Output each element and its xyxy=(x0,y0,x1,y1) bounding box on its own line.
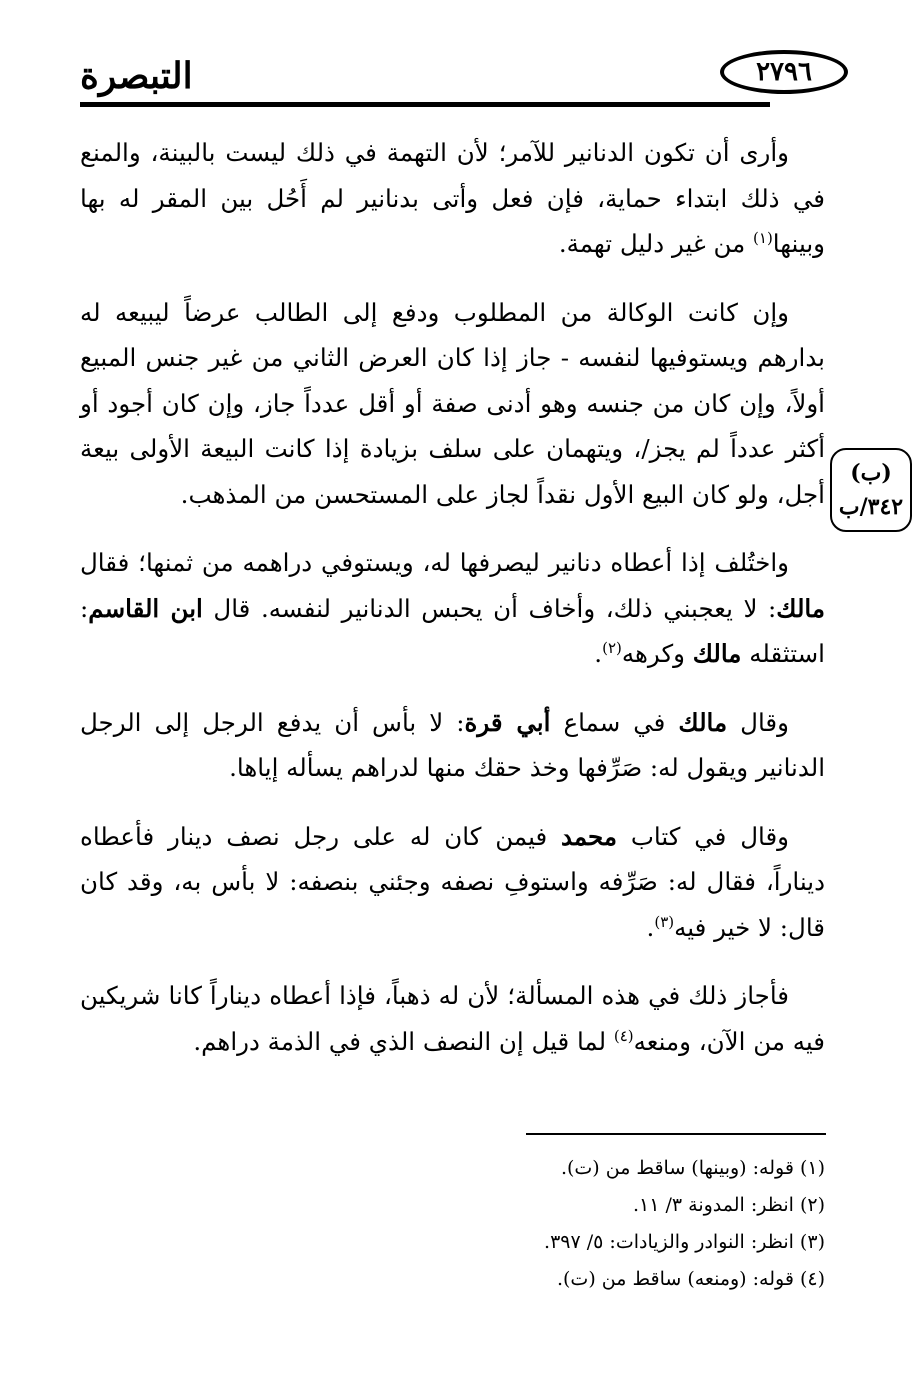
paragraph-text: من غير دليل تهمة. xyxy=(558,229,754,258)
paragraph-text: فأجاز ذلك في هذه المسألة؛ لأن له ذهباً، فإذا أعطاه ديناراً كانا شريكين فيه من الآن، ومنعه xyxy=(80,981,825,1056)
footnote-ref: (٢) xyxy=(602,639,622,657)
footnote-ref: (١) xyxy=(753,229,773,247)
paragraph-text: : لا بأس أن يدفع الرجل إلى الرجل الدنانير ويقول له: صَرِّفها وخذ حقك منها لدراهم يسأله إياها. xyxy=(80,707,825,782)
scholar-name: محمد xyxy=(561,821,617,851)
scholar-name: ابن القاسم xyxy=(88,593,203,623)
paragraph-text: في سماع xyxy=(550,707,679,737)
footnote-ref: (٤) xyxy=(613,1026,634,1045)
footnote: (٤) قوله: (ومنعه) ساقط من (ت). xyxy=(556,1268,825,1290)
footnote-separator xyxy=(526,1133,826,1135)
paragraph-text: وقال في كتاب xyxy=(616,821,790,851)
paragraph xyxy=(80,814,825,951)
folio-number: ٣٤٢/ب xyxy=(838,494,904,520)
scholar-name: مالك xyxy=(692,639,742,668)
scholar-name: مالك xyxy=(776,593,825,623)
page-number: ٢٧٩٦ xyxy=(720,50,848,94)
paragraph-text: فيمن كان له على رجل نصف دينار فأعطاه ديناراً، فقال له: صَرِّفه واستوفِ نصفه وجئني بنصفه: لا بأس به، وقد كان قال: لا خير فيه xyxy=(80,821,825,942)
main-text xyxy=(80,130,825,1087)
header-rule xyxy=(80,102,770,107)
footnotes xyxy=(80,1150,825,1298)
paragraph-text: لما قيل إن النصف الذي في الذمة دراهم. xyxy=(193,1026,614,1056)
paragraph-text: . xyxy=(594,639,603,668)
footnote-ref: (٣) xyxy=(654,912,675,931)
paragraph xyxy=(80,290,825,518)
scholar-name: أبي قرة xyxy=(464,707,551,737)
book-title: التبصرة xyxy=(80,55,193,97)
paragraph-text: وقال xyxy=(727,707,789,737)
paragraph-text: وإن كانت الوكالة من المطلوب ودفع إلى الطالب عرضاً ليبيعه له بدارهم ويستوفيها لنفسه - جاز إذا كان العرض الثاني من غير جنس المبيع أولاً، وإن كان من جنسه وهو أدنى صفة أو أقل عدداً جاز، وإن كان أجود أو أكثر عدداً لم يجز/، ويتهمان على سلف بزيادة إذا كانت البيعة الأولى بيعة أجل، ولو كان البيع الأول نقداً لجاز على المستحسن من المذهب. xyxy=(80,297,825,509)
footnote: (١) قوله: (وبينها) ساقط من (ت). xyxy=(560,1157,825,1179)
paragraph-text: : لا يعجبني ذلك، وأخاف أن يحبس الدنانير لنفسه. قال xyxy=(202,593,777,623)
folio-label: (ب) xyxy=(850,460,892,486)
scholar-name: مالك xyxy=(678,707,728,737)
paragraph xyxy=(80,700,825,791)
paragraph-text: . xyxy=(646,912,655,942)
paragraph xyxy=(80,973,825,1064)
paragraph-text: وكرهه xyxy=(621,639,693,668)
paragraph-text: واختُلف إذا أعطاه دنانير ليصرفها له، ويستوفي دراهمه من ثمنها؛ فقال xyxy=(80,548,789,577)
footnote: (٣) انظر: النوادر والزيادات: ٥/ ٣٩٧. xyxy=(544,1231,825,1253)
paragraph xyxy=(80,130,825,267)
page-header xyxy=(60,40,840,110)
manuscript-folio-note xyxy=(830,448,912,532)
paragraph xyxy=(80,540,825,677)
paragraph-text: : استثقله xyxy=(80,593,825,668)
paragraph-text: وأرى أن تكون الدنانير للآمر؛ لأن التهمة في ذلك ليست بالبينة، والمنع في ذلك ابتداء حماية، فإن فعل وأتى بدنانير لم أَحُل بين المقر له بها وبينها xyxy=(80,138,825,258)
footnote: (٢) انظر: المدونة ٣/ ١١. xyxy=(632,1194,825,1216)
